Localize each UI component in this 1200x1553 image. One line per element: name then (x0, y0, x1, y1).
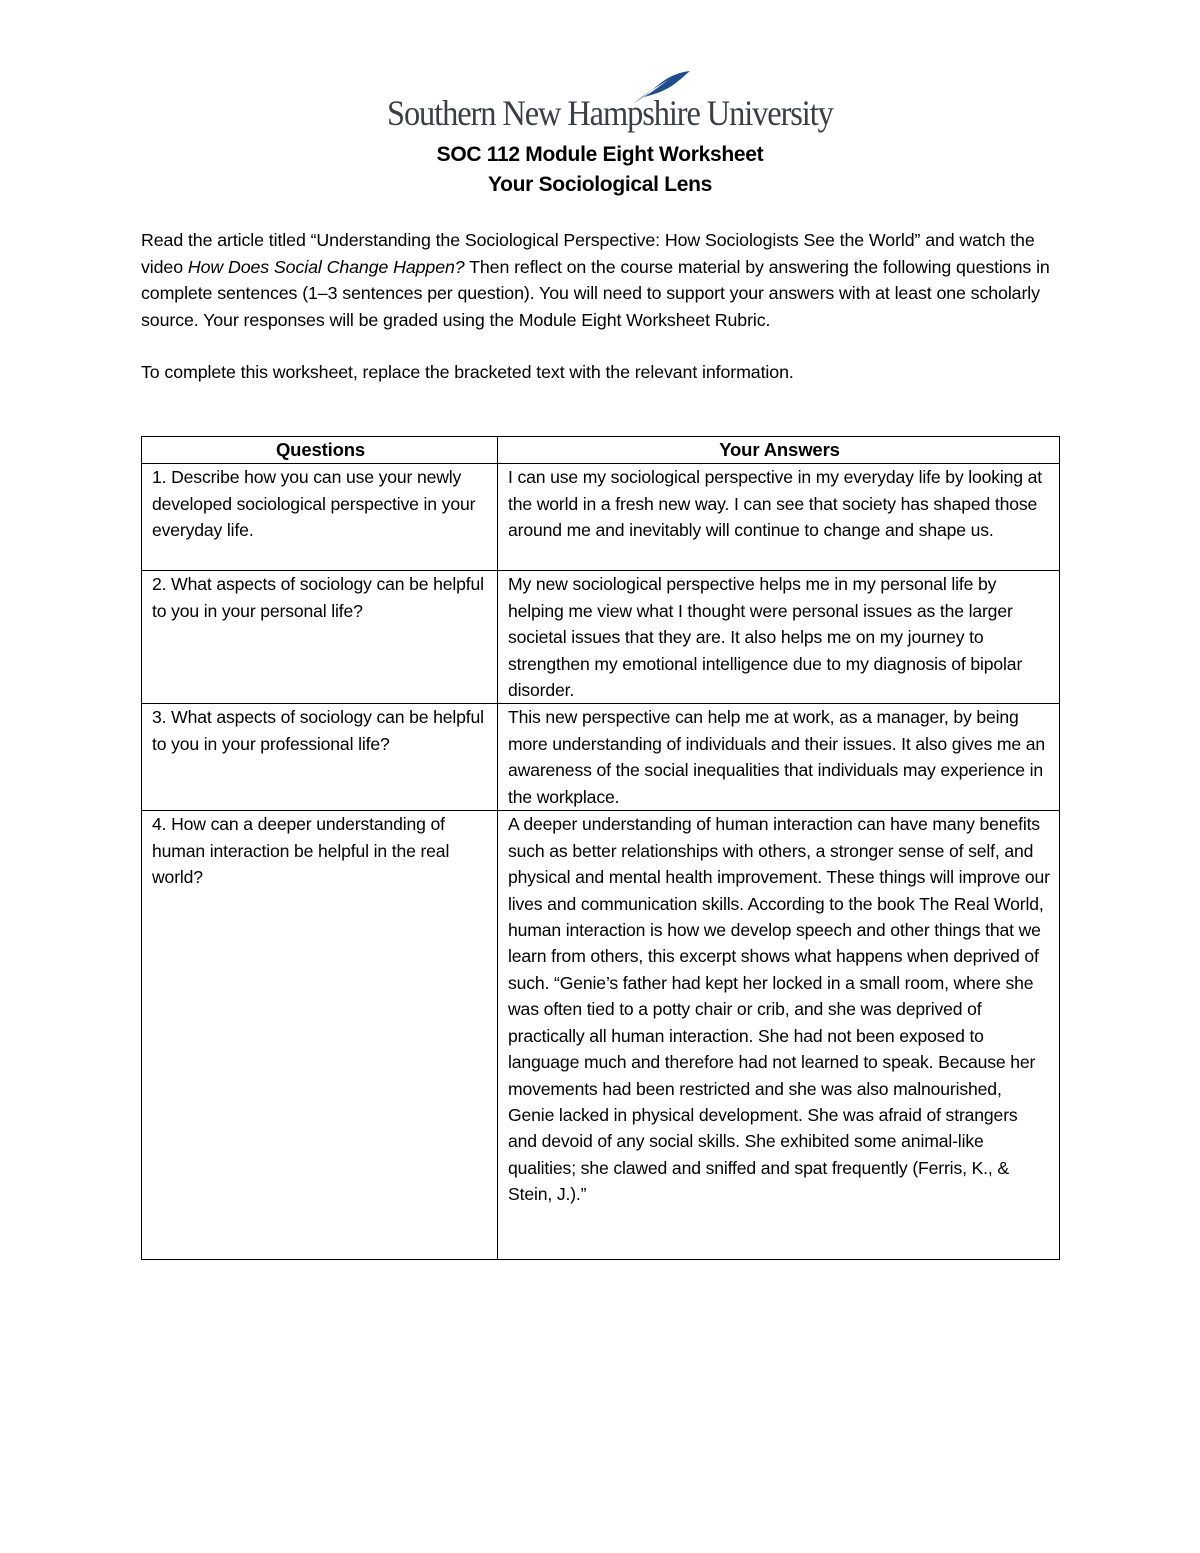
table-header-row (142, 437, 1060, 464)
completion-instruction: To complete this worksheet, replace the bracketed text with the relevant information. (141, 362, 794, 382)
video-title: How Does Social Change Happen? (187, 256, 465, 277)
question-cell: 2. What aspects of sociology can be helpful to you in your personal life? (142, 571, 498, 704)
questions-header: Questions (142, 437, 498, 464)
question-cell: 4. How can a deeper understanding of human interaction be helpful in the real world? (142, 811, 498, 1260)
instructions (141, 227, 1066, 386)
question-cell: 1. Describe how you can use your newly developed sociological perspective in your everyday life. (142, 464, 498, 571)
table-row (142, 571, 1060, 704)
table-row (142, 464, 1060, 571)
table-row (142, 811, 1060, 1260)
answer-cell[interactable]: My new sociological perspective helps me in my personal life by helping me view what I thought were personal issues as the larger societal issues that they are. It also helps me on my journey to strengthen my emotional intelligence due to my diagnosis of bipolar disorder. (498, 571, 1060, 704)
intro-text-part1: Read the article titled “Understanding the Sociological Perspective: How Sociologists See the World” and watch the video (141, 230, 1035, 277)
intro-text-part2: Then reflect on the course material by answering the following questions in complete sentences (1–3 sentences per question). You will need to support your answers with at least one scholarly source. Your responses will be graded using the Module Eight Worksheet Rubric. (141, 256, 1050, 330)
questions-table (141, 436, 1060, 1260)
worksheet-subtitle: Your Sociological Lens (487, 173, 713, 196)
answers-header: Your Answers (498, 437, 1060, 464)
question-cell: 3. What aspects of sociology can be helpful to you in your professional life? (142, 704, 498, 811)
logo-wordmark: Southern New Hampshire University (387, 93, 833, 133)
table-row (142, 704, 1060, 811)
answer-cell[interactable]: This new perspective can help me at work, as a manager, by being more understanding of individuals and their issues. It also gives me an awareness of the social inequalities that individuals may experience in the workplace. (498, 704, 1060, 811)
answer-cell[interactable]: A deeper understanding of human interaction can have many benefits such as better relationships with others, a stronger sense of self, and physical and mental health improvement. These things will improve our lives and communication skills. According to the book The Real World, human interaction is how we develop speech and other things that we learn from others, this excerpt shows what happens when deprived of such. “Genie’s father had kept her locked in a small room, where she was often tied to a potty chair or crib, and she was deprived of practically all human interaction. She had not been exposed to language much and therefore had not learned to speak. Because her movements had been restricted and she was also malnourished, Genie lacked in physical development. She was afraid of strangers and devoid of any social skills. She exhibited some animal-like qualities; she clawed and sniffed and spat frequently (Ferris, K., & Stein, J.).” (498, 811, 1060, 1260)
worksheet-title: SOC 112 Module Eight Worksheet (436, 143, 764, 166)
answer-cell[interactable]: I can use my sociological perspective in my everyday life by looking at the world in a fresh new way. I can see that society has shaped those around me and inevitably will continue to change and shape us. (498, 464, 1060, 571)
instructions-paragraph (141, 227, 1066, 333)
university-logo (387, 70, 833, 138)
